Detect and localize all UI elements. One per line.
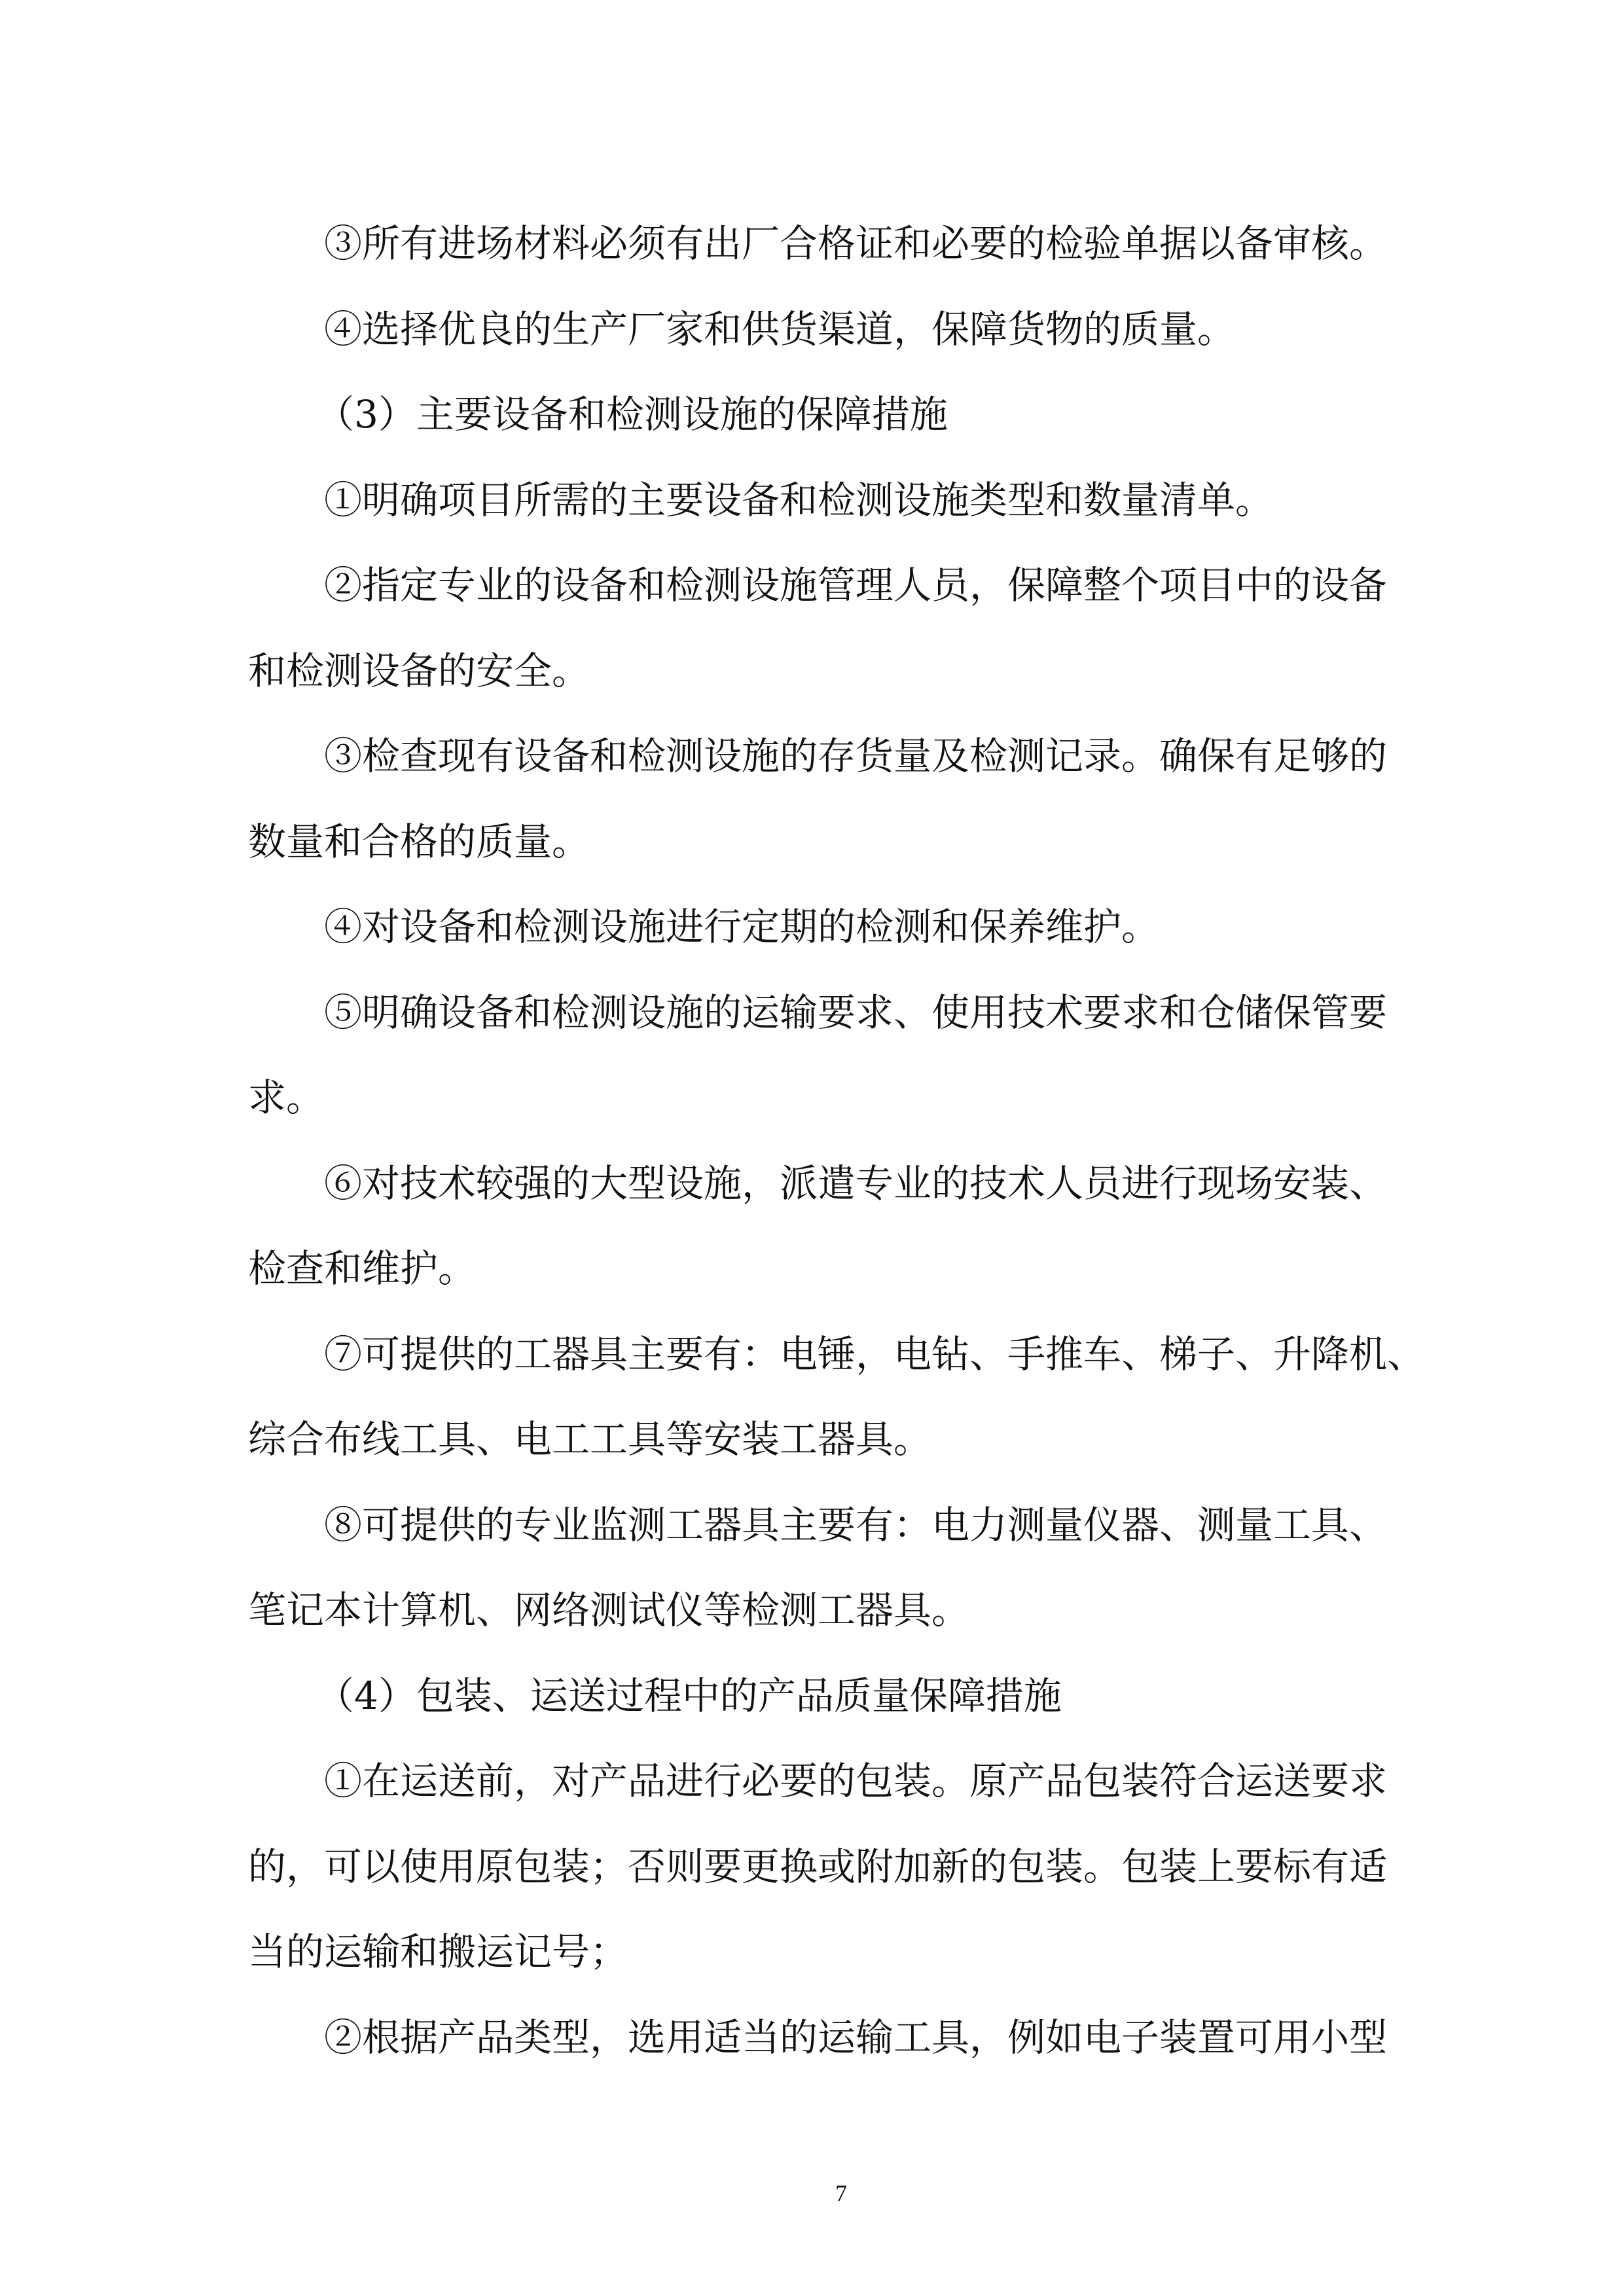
text-line: 笔记本计算机、网络测试仪等检测工器具。 (248, 1588, 970, 1632)
paragraph (248, 1141, 1400, 1312)
paragraph (248, 970, 1400, 1141)
paragraph (248, 884, 1400, 970)
paragraph (248, 543, 1400, 713)
paragraph (248, 713, 1400, 884)
text-line: （4）包装、运送过程中的产品质量保障措施 (316, 1673, 1062, 1718)
paragraph (248, 1312, 1426, 1482)
text-line: 数量和合格的质量。 (248, 819, 590, 864)
text-line: 的，可以使用原包装；否则要更换或附加新的包装。包装上要标有适 (248, 1844, 1388, 1889)
paragraph (248, 287, 1400, 372)
text-line: ①明确项目所需的主要设备和检测设施类型和数量清单。 (324, 477, 1274, 522)
text-line: ⑤明确设备和检测设施的运输要求、使用技术要求和仓储保管要 (324, 990, 1388, 1035)
text-line: ④选择优良的生产厂家和供货渠道，保障货物的质量。 (324, 306, 1236, 351)
text-line: （3）主要设备和检测设施的保障措施 (316, 392, 948, 437)
text-line: ⑧可提供的专业监测工器具主要有：电力测量仪器、测量工具、 (324, 1502, 1388, 1547)
text-line: 综合布线工具、电工工具等安装工器具。 (248, 1417, 932, 1462)
paragraph (248, 1482, 1400, 1653)
page-number: 7 (835, 2180, 847, 2206)
text-line: 求。 (248, 1075, 325, 1120)
paragraph (248, 1995, 1400, 2081)
text-line: ⑦可提供的工器具主要有：电锤，电钻、手推车、梯子、升降机、 (324, 1331, 1426, 1376)
text-line: ③所有进场材料必须有出厂合格证和必要的检验单据以备审核。 (324, 221, 1388, 266)
text-line: 当的运输和搬运记号； (248, 1929, 628, 1974)
section-heading (248, 372, 1400, 457)
text-line: ①在运送前，对产品进行必要的包装。原产品包装符合运送要求 (324, 1759, 1388, 1803)
text-line: 和检测设备的安全。 (248, 648, 590, 693)
text-line: ④对设备和检测设施进行定期的检测和保养维护。 (324, 905, 1160, 949)
text-line: ②根据产品类型，选用适当的运输工具，例如电子装置可用小型 (324, 2015, 1388, 2060)
text-line: 检查和维护。 (248, 1246, 477, 1291)
text-line: ②指定专业的设备和检测设施管理人员，保障整个项目中的设备 (324, 563, 1388, 607)
paragraph (248, 201, 1400, 287)
text-line: ③检查现有设备和检测设施的存货量及检测记录。确保有足够的 (324, 734, 1388, 778)
paragraph (248, 1738, 1400, 1995)
section-heading (248, 1653, 1400, 1739)
text-line: ⑥对技术较强的大型设施，派遣专业的技术人员进行现场安装、 (324, 1160, 1388, 1206)
document-body (248, 201, 1426, 2080)
paragraph (248, 457, 1400, 543)
